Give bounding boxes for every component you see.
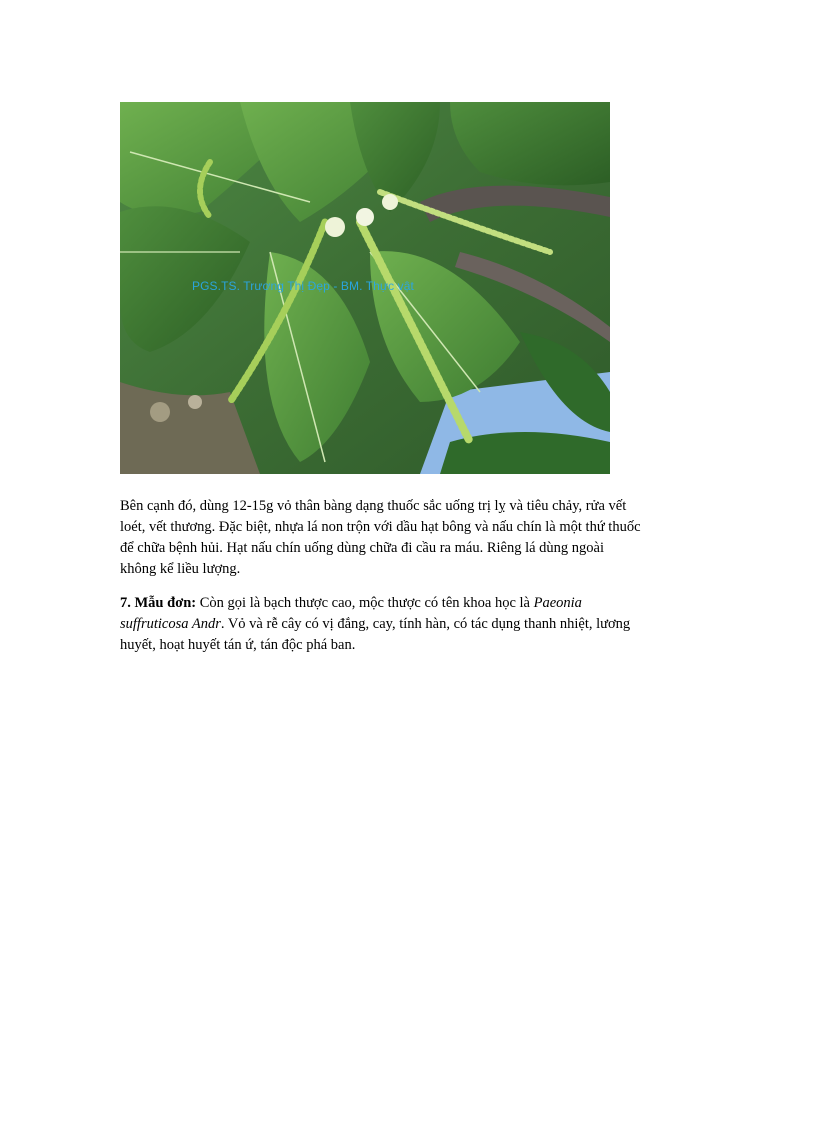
paragraph-ban-uses (120, 496, 698, 580)
scientific-name-genus: Paeonia (533, 595, 582, 611)
paragraph-line (120, 614, 698, 635)
paragraph-text: Còn gọi là bạch thược cao, mộc thược có tên khoa học là (196, 595, 534, 611)
paragraph-line: để chữa bệnh hủi. Hạt nấu chín uống dùng chữa đi cầu ra máu. Riêng lá dùng ngoài (120, 540, 605, 556)
paragraph-line: loét, vết thương. Đặc biệt, nhựa lá non trộn với dầu hạt bông và nấu chín là một thứ thuốc (120, 519, 641, 535)
photo-watermark: PGS.TS. Trương Thị Đẹp - BM. Thực vật (192, 279, 414, 293)
paragraph-mau-don (120, 593, 698, 656)
scientific-name-species: suffruticosa Andr (120, 616, 221, 632)
section-heading: 7. Mẫu đơn: (120, 595, 197, 611)
paragraph-line (120, 593, 698, 614)
paragraph-line: Bên cạnh đó, dùng 12-15g vỏ thân bàng dạng thuốc sắc uống trị lỵ và tiêu chảy, rửa vết (120, 498, 627, 514)
paragraph-text: . Vỏ và rễ cây có vị đắng, cay, tính hàn, có tác dụng thanh nhiệt, lương (220, 616, 631, 632)
paragraph-line: không kể liều lượng. (120, 561, 241, 577)
paragraph-line: huyết, hoạt huyết tán ứ, tán độc phá ban. (120, 637, 356, 653)
